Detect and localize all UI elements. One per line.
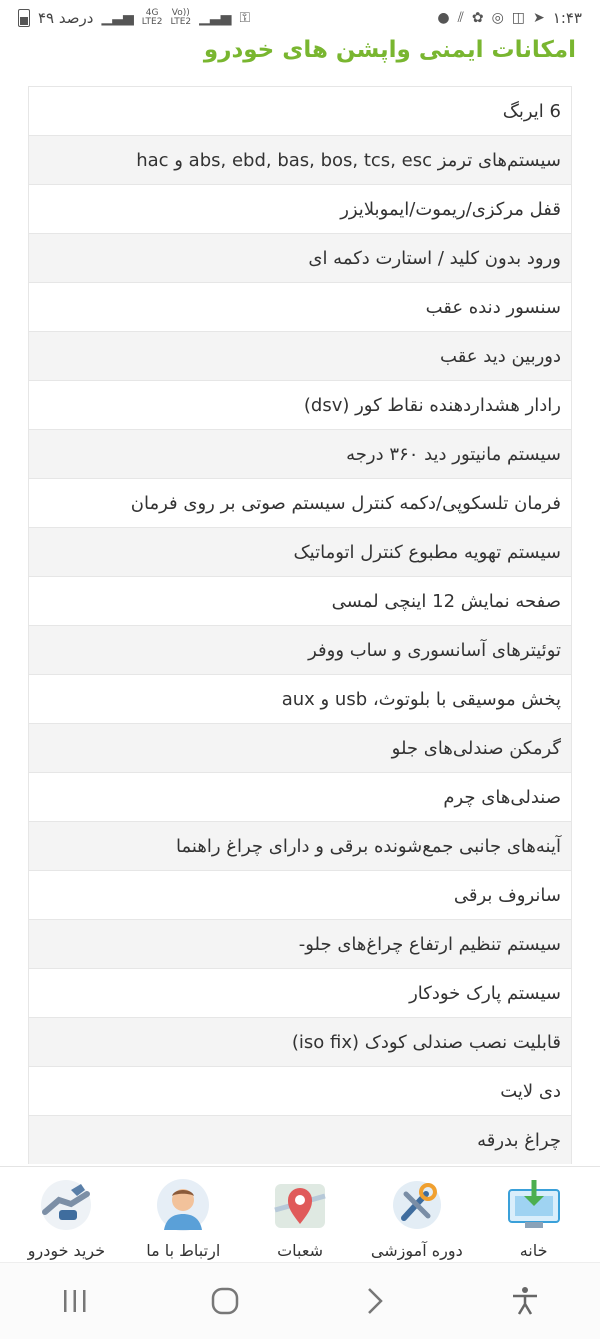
recent-apps-icon	[60, 1288, 90, 1314]
feature-row: صفحه نمایش 12 اینچی لمسی	[28, 576, 572, 625]
features-table	[28, 86, 572, 1164]
accessibility-icon	[511, 1286, 539, 1316]
signal-bars-2-icon: ▁▃▅	[199, 10, 232, 26]
feature-row: سیستم‌های ترمز abs, ebd, bas, bos, tcs, esc و hac	[28, 135, 572, 184]
feature-row: سیستم تهویه مطبوع کنترل اتوماتیک	[28, 527, 572, 576]
volte-bottom-label: LTE2	[170, 17, 192, 27]
clock-time: ۱:۴۳	[552, 9, 582, 27]
home-circle-icon	[210, 1286, 240, 1316]
feature-row: فرمان تلسکوپی/دکمه کنترل سیستم صوتی بر روی فرمان	[28, 478, 572, 527]
volte-top-label: Vo))	[171, 8, 190, 18]
network-type	[142, 9, 163, 27]
notification-dot-icon: ●	[437, 10, 450, 26]
feature-row: رادار هشداردهنده نقاط کور (dsv)	[28, 380, 572, 429]
instagram-icon: ◎	[491, 10, 504, 26]
feature-row: چراغ بدرقه	[28, 1115, 572, 1164]
nav-course-label: دوره آموزشی	[370, 1241, 463, 1260]
feature-row: سیستم پارک خودکار	[28, 968, 572, 1017]
home-button[interactable]	[195, 1271, 255, 1331]
feature-row: دی لایت	[28, 1066, 572, 1115]
feature-row: توئیترهای آسانسوری و ساب ووفر	[28, 625, 572, 674]
page-title: امکانات ایمنی واپشن های خودرو	[203, 37, 576, 63]
nav-home[interactable]	[479, 1173, 589, 1260]
feature-row: 6 ایربگ	[28, 86, 572, 135]
nav-buy-car-label: خرید خودرو	[27, 1241, 106, 1260]
system-nav-bar	[0, 1262, 600, 1339]
feature-row: پخش موسیقی با بلوتوث، usb و aux	[28, 674, 572, 723]
nav-branches-label: شعبات	[277, 1241, 323, 1260]
network-top-label: 4G	[145, 8, 159, 18]
feature-row: سیستم مانیتور دید ۳۶۰ درجه	[28, 429, 572, 478]
nav-contact[interactable]	[128, 1173, 238, 1260]
feature-row: ورود بدون کلید / استارت دکمه ای	[28, 233, 572, 282]
chevron-right-icon	[365, 1286, 385, 1316]
signal-bars-icon: ▁▃▅	[101, 10, 134, 26]
person-icon	[151, 1173, 215, 1237]
nav-contact-label: ارتباط با ما	[146, 1241, 221, 1260]
recent-apps-button[interactable]	[45, 1271, 105, 1331]
back-button[interactable]	[345, 1271, 405, 1331]
feature-row: سیستم تنظیم ارتفاع چراغ‌های جلو-	[28, 919, 572, 968]
volte-indicator	[170, 9, 191, 27]
handshake-key-icon	[34, 1173, 98, 1237]
nav-home-label: خانه	[519, 1241, 548, 1260]
nav-branches[interactable]	[245, 1173, 355, 1260]
feature-row: قفل مرکزی/ریموت/ایموبلایزر	[28, 184, 572, 233]
accessibility-button[interactable]	[495, 1271, 555, 1331]
app-badge-icon: ✿	[471, 10, 484, 26]
nav-course[interactable]	[362, 1173, 472, 1260]
battery-text: ۴۹ درصد	[38, 9, 94, 27]
feature-row: گرمکن صندلی‌های جلو	[28, 723, 572, 772]
feature-row: آینه‌های جانبی جمع‌شونده برقی و دارای چراغ راهنما	[28, 821, 572, 870]
feature-row: دوربین دید عقب	[28, 331, 572, 380]
feature-row: سنسور دنده عقب	[28, 282, 572, 331]
network-bottom-label: LTE2	[141, 17, 163, 27]
nav-buy-car[interactable]	[11, 1173, 121, 1260]
battery-icon	[18, 9, 30, 27]
key-icon: ⚿	[239, 10, 251, 26]
map-pin-icon	[268, 1173, 332, 1237]
telegram-icon: ➤	[533, 10, 545, 26]
data-saver-icon: ⫽	[457, 10, 464, 26]
bottom-nav	[0, 1166, 600, 1262]
feature-row: صندلی‌های چرم	[28, 772, 572, 821]
tools-icon	[385, 1173, 449, 1237]
app-icon: ◫	[511, 10, 526, 26]
status-right	[437, 9, 582, 27]
status-bar	[0, 0, 600, 36]
home-download-icon	[502, 1173, 566, 1237]
feature-row: سانروف برقی	[28, 870, 572, 919]
feature-row: قابلیت نصب صندلی کودک (iso fix)	[28, 1017, 572, 1066]
status-left	[18, 9, 250, 27]
